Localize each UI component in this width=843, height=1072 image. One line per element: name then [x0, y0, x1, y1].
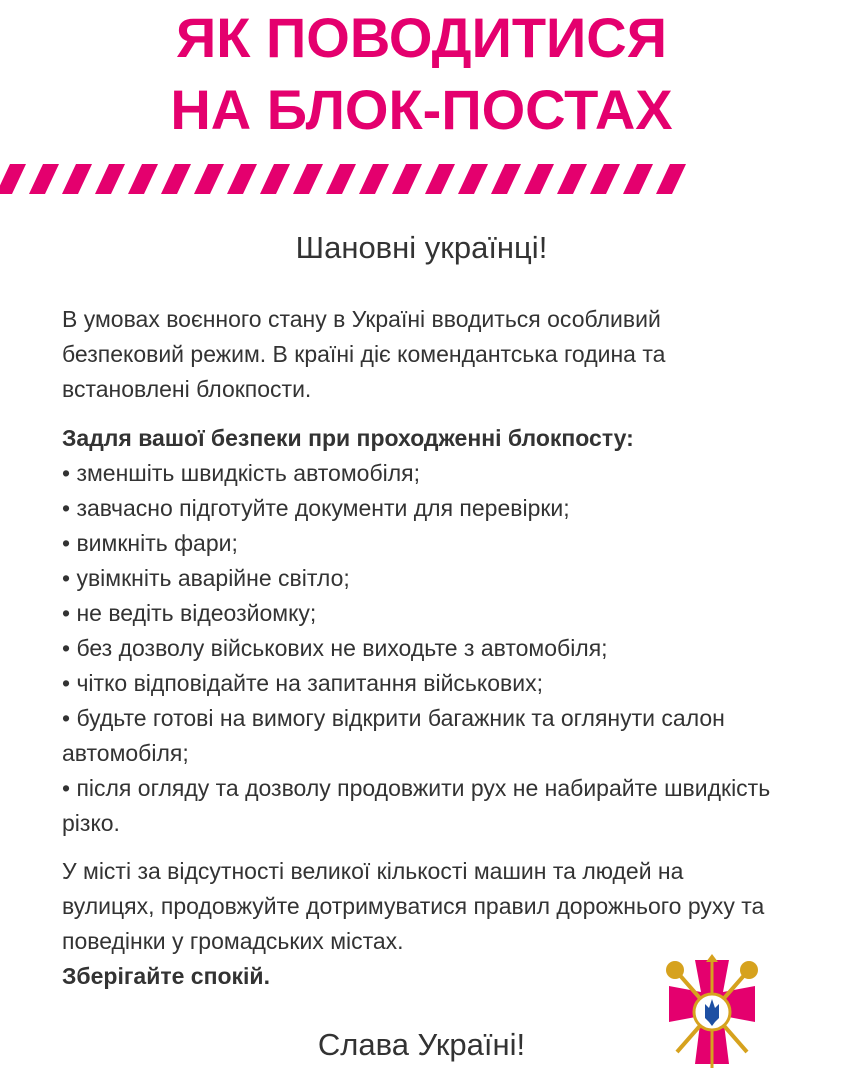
stripe	[392, 164, 422, 194]
stripe	[161, 164, 191, 194]
stripe	[128, 164, 158, 194]
list-item: • увімкніть аварійне світло;	[62, 565, 350, 591]
list-item: • не ведіть відеозйомку;	[62, 600, 317, 626]
stripe	[293, 164, 323, 194]
rules-list	[62, 456, 782, 841]
stripe	[227, 164, 257, 194]
stripe	[458, 164, 488, 194]
rules-section	[62, 421, 782, 841]
list-item: • будьте готові на вимогу відкрити багажник та оглянути салон автомобіля;	[62, 705, 725, 766]
list-item: • без дозволу військових не виходьте з автомобіля;	[62, 635, 608, 661]
warning-stripes	[0, 164, 690, 194]
intro-paragraph: В умовах воєнного стану в Україні вводиться особливий безпековий режим. В країні діє комендантська година та встановлені блокпости.	[62, 306, 666, 402]
list-item: • зменшіть швидкість автомобіля;	[62, 460, 421, 486]
stripe	[29, 164, 59, 194]
ministry-of-defence-emblem-icon	[643, 952, 781, 1072]
stripe	[0, 164, 26, 194]
stripe	[359, 164, 389, 194]
stripe	[656, 164, 686, 194]
stripe	[62, 164, 92, 194]
list-item: • чітко відповідайте на запитання військових;	[62, 670, 543, 696]
list-item: • після огляду та дозволу продовжити рух не набирайте швидкість різко.	[62, 775, 771, 836]
stripe	[425, 164, 455, 194]
list-item: • завчасно підготуйте документи для перевірки;	[62, 495, 570, 521]
stripe	[95, 164, 125, 194]
rules-heading: Задля вашої безпеки при проходженні блокпосту:	[62, 425, 634, 451]
greeting: Шановні українці!	[295, 230, 548, 265]
page-title-line-2: НА БЛОК-ПОСТАХ	[170, 78, 673, 141]
keep-calm-text: Зберігайте спокій.	[62, 963, 270, 989]
stripe	[623, 164, 653, 194]
stripe	[194, 164, 224, 194]
stripe	[260, 164, 290, 194]
stripe	[326, 164, 356, 194]
stripe	[491, 164, 521, 194]
glory-to-ukraine: Слава Україні!	[317, 1027, 526, 1062]
stripe	[524, 164, 554, 194]
stripe	[557, 164, 587, 194]
page-title-line-1: ЯК ПОВОДИТИСЯ	[176, 6, 667, 69]
closing-paragraph: У місті за відсутності великої кількості машин та людей на вулицях, продовжуйте дотримуватися правил дорожнього руху та поведінки у громадських містах.	[62, 858, 765, 954]
stripe	[590, 164, 620, 194]
list-item: • вимкніть фари;	[62, 530, 238, 556]
